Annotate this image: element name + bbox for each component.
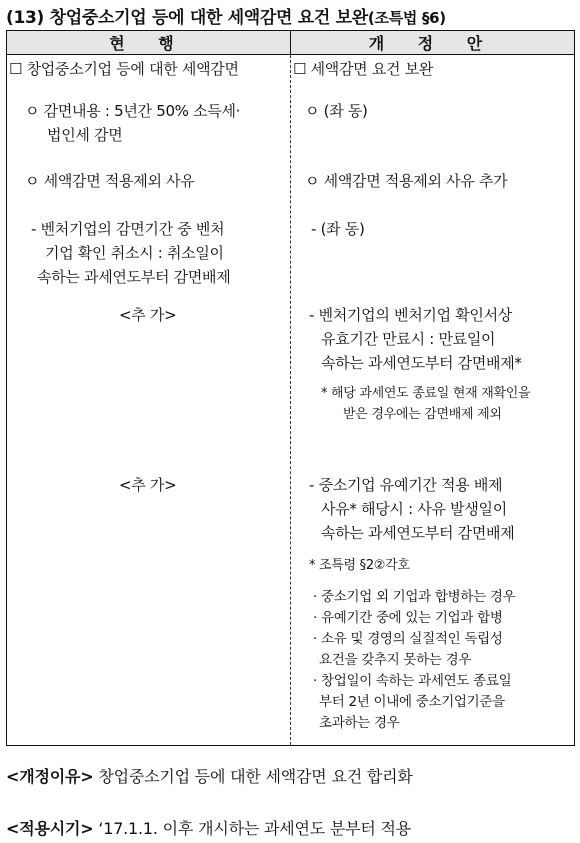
current-add-placeholder-1: <추 가> [119, 306, 177, 324]
list-item: · 창업일이 속하는 과세연도 종료일 [313, 673, 512, 689]
list-item: · 중소기업 외 기업과 합병하는 경우 [313, 589, 516, 605]
current-column [7, 55, 291, 746]
revision-reason [6, 764, 413, 787]
text-line: 법인세 감면 [47, 126, 123, 144]
text-line: - 중소기업 유예기간 적용 배제 [309, 476, 503, 494]
current-item-venture-cancel [31, 217, 230, 289]
current-box-title: ☐ 창업중소기업 등에 대한 세액감면 [9, 60, 239, 78]
text-line: 속하는 과세연도부터 감면배제* [321, 354, 522, 372]
text-line: * 해당 과세연도 종료일 현재 재확인을 [321, 386, 531, 401]
text-line: 받은 경우에는 감면배제 제외 [343, 407, 502, 422]
proposed-box-title: ☐ 세액감면 요건 보완 [293, 60, 434, 78]
text-line: 사유* 해당시 : 사유 발생일이 [321, 500, 507, 518]
revision-reason-label: <개정이유> [6, 767, 94, 786]
header-proposed: 개 정 안 [291, 31, 575, 55]
proposed-new-sme-grace [309, 473, 514, 545]
comparison-table [6, 30, 575, 746]
effective-date [6, 816, 411, 839]
proposed-column [291, 55, 575, 746]
law-reference: (조특법 §6) [367, 9, 446, 27]
list-item: 부터 2년 이내에 중소기업기준을 [319, 694, 505, 710]
text-line: 유효기간 만료시 : 만료일이 [321, 330, 496, 348]
proposed-note-1 [321, 383, 530, 425]
text-line: 속하는 과세연도부터 감면배제 [37, 268, 231, 286]
effective-date-text: ‘17.1.1. 이후 개시하는 과세연도 분부터 적용 [93, 819, 412, 838]
effective-date-label: <적용시기> [6, 819, 94, 838]
proposed-item-same-1: ㅇ (좌 동) [305, 102, 368, 120]
current-item-exclusion: ㅇ 세액감면 적용제외 사유 [25, 172, 195, 190]
proposed-item-same-2: - (좌 동) [311, 220, 365, 238]
text-line: 기업 확인 취소시 : 취소일이 [45, 244, 224, 262]
section-title-main: (13) 창업중소기업 등에 대한 세액감면 요건 보완 [6, 8, 368, 28]
current-item-reduction [25, 99, 240, 147]
proposed-note-2-list [313, 587, 515, 734]
text-line: - 벤처기업의 감면기간 중 벤처 [31, 220, 225, 238]
list-item: · 유예기간 중에 있는 기업과 합병 [313, 610, 503, 626]
list-item: 초과하는 경우 [319, 715, 400, 731]
proposed-note-2-title: * 조특령 §2②각호 [309, 558, 410, 573]
section-title [6, 3, 576, 28]
revision-reason-text: 창업중소기업 등에 대한 세액감면 요건 합리화 [93, 767, 413, 786]
current-add-placeholder-2: <추 가> [119, 476, 177, 494]
list-item: 요건을 갖추지 못하는 경우 [319, 652, 472, 668]
text-line: 속하는 과세연도부터 감면배제 [321, 524, 515, 542]
proposed-item-exclusion-add: ㅇ 세액감면 적용제외 사유 추가 [305, 172, 508, 190]
text-line: ㅇ 감면내용 : 5년간 50% 소득세· [25, 102, 241, 120]
proposed-new-venture-expiry [309, 303, 522, 375]
text-line: - 벤처기업의 벤처기업 확인서상 [309, 306, 512, 324]
list-item: · 소유 및 경영의 실질적인 독립성 [313, 631, 503, 647]
header-current: 현 행 [7, 31, 291, 55]
